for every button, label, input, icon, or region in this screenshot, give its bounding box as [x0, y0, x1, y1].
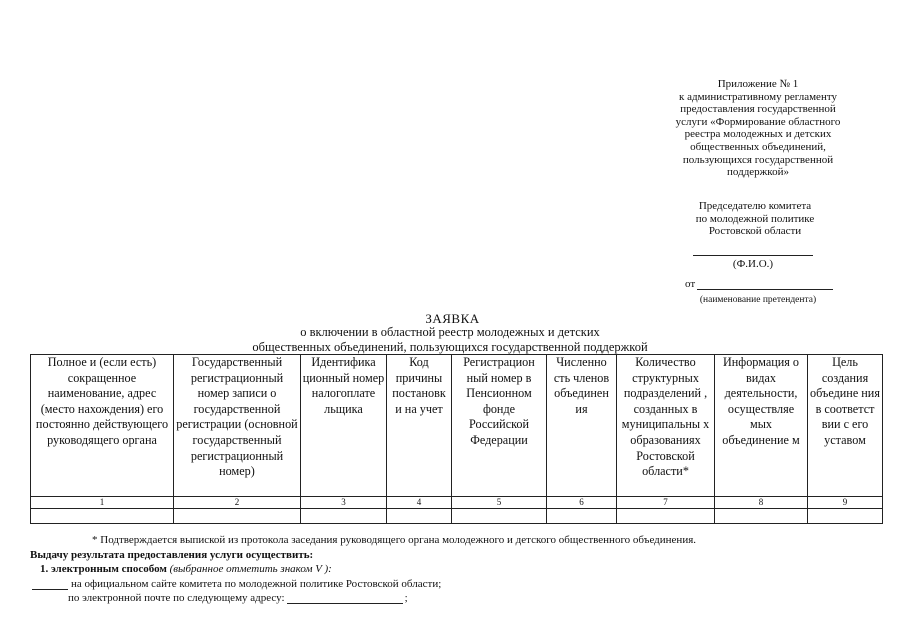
column-number: 8	[715, 497, 808, 509]
table-header-row	[31, 355, 883, 497]
option-email-label: по электронной почте по следующему адресу:	[68, 592, 285, 604]
appendix-line: к административному регламенту	[679, 90, 837, 103]
table-empty-cell[interactable]	[808, 509, 883, 524]
option-email-row	[68, 592, 408, 604]
appendix-line: услуги «Формирование областного	[675, 115, 841, 128]
addressee-line: по молодежной политике	[695, 212, 815, 225]
table-empty-cell[interactable]	[452, 509, 547, 524]
option-site-row	[32, 578, 441, 590]
table-empty-row	[31, 509, 883, 524]
fio-blank-line	[693, 255, 813, 256]
option-site-label: на официальном сайте комитета по молодежной политике Ростовской области;	[71, 578, 442, 590]
column-number: 5	[452, 497, 547, 509]
appendix-header	[652, 78, 864, 179]
table-empty-cell[interactable]	[174, 509, 301, 524]
column-number: 6	[547, 497, 617, 509]
table-header-cell: Количество структурных подразделений , созданных в муниципальны х образованиях Ростовской области*	[617, 355, 715, 497]
column-number: 4	[387, 497, 452, 509]
table-header-cell: Регистрацион ный номер в Пенсионном фонде Российской Федерации	[452, 355, 547, 497]
column-number: 3	[301, 497, 387, 509]
from-label: от	[685, 278, 696, 290]
from-blank-line	[697, 279, 833, 290]
table-empty-cell[interactable]	[31, 509, 174, 524]
table-header-cell: Цель создания объедине ния в соответст вии с его уставом	[808, 355, 883, 497]
addressee-line: Ростовской области	[708, 225, 802, 238]
option-email-end: ;	[404, 592, 408, 604]
addressee-block	[672, 200, 838, 238]
table-empty-cell[interactable]	[547, 509, 617, 524]
column-number: 7	[617, 497, 715, 509]
appendix-line: реестра молодежных и детских	[684, 128, 832, 141]
column-number: 2	[174, 497, 301, 509]
table-header-cell: Идентифика ционный номер налогоплате льщика	[301, 355, 387, 497]
table-header-cell: Полное и (если есть) сокращенное наименование, адрес (место нахождения) его постоянно действующего руководящего органа	[31, 355, 174, 497]
fio-label: (Ф.И.О.)	[732, 258, 774, 270]
site-checkmark-blank[interactable]	[32, 579, 68, 590]
table-empty-cell[interactable]	[715, 509, 808, 524]
table-number-row	[31, 497, 883, 509]
table-empty-cell[interactable]	[301, 509, 387, 524]
addressee-line: Председателю комитета	[698, 200, 812, 212]
table-empty-cell[interactable]	[617, 509, 715, 524]
table-header-cell: Код причины постановк и на учет	[387, 355, 452, 497]
application-table	[30, 354, 883, 524]
appendix-line: предоставления государственной	[680, 103, 836, 116]
appendix-line: общественных объединений,	[690, 140, 826, 153]
appendix-line: поддержкой»	[727, 166, 789, 179]
table-header-cell: Информация о видах деятельности, осуществляе мых объединение м	[715, 355, 808, 497]
table-header-cell: Государственный регистрационный номер записи о государственной регистрации (основной государственный регистрационный номер)	[174, 355, 301, 497]
option-electronic-note: (выбранное отметить знаком V ):	[169, 563, 332, 575]
footnote: * Подтверждается выпиской из протокола заседания руководящего органа молодежного и детского общественного объединения.	[92, 534, 697, 546]
document-subtitle	[200, 325, 700, 355]
column-number: 1	[31, 497, 174, 509]
table-header-cell: Численно сть членов объединен ия	[547, 355, 617, 497]
subtitle-line-1: о включении в областной реестр молодежных и детских	[300, 325, 600, 339]
email-address-blank[interactable]	[287, 593, 403, 604]
option-electronic	[40, 563, 332, 575]
appendix-line: пользующихся государственной	[682, 153, 834, 166]
column-number: 9	[808, 497, 883, 509]
applicant-label: (наименование претендента)	[699, 295, 817, 305]
issue-heading: Выдачу результата предоставления услуги осуществить:	[30, 549, 314, 561]
appendix-line: Приложение № 1	[717, 78, 799, 90]
option-electronic-label: 1. электронным способом	[40, 563, 167, 575]
subtitle-line-2: общественных объединений, пользующихся государственной поддержкой	[252, 340, 648, 354]
table-empty-cell[interactable]	[387, 509, 452, 524]
from-row	[685, 278, 833, 290]
document-title: ЗАЯВКА	[425, 311, 480, 326]
